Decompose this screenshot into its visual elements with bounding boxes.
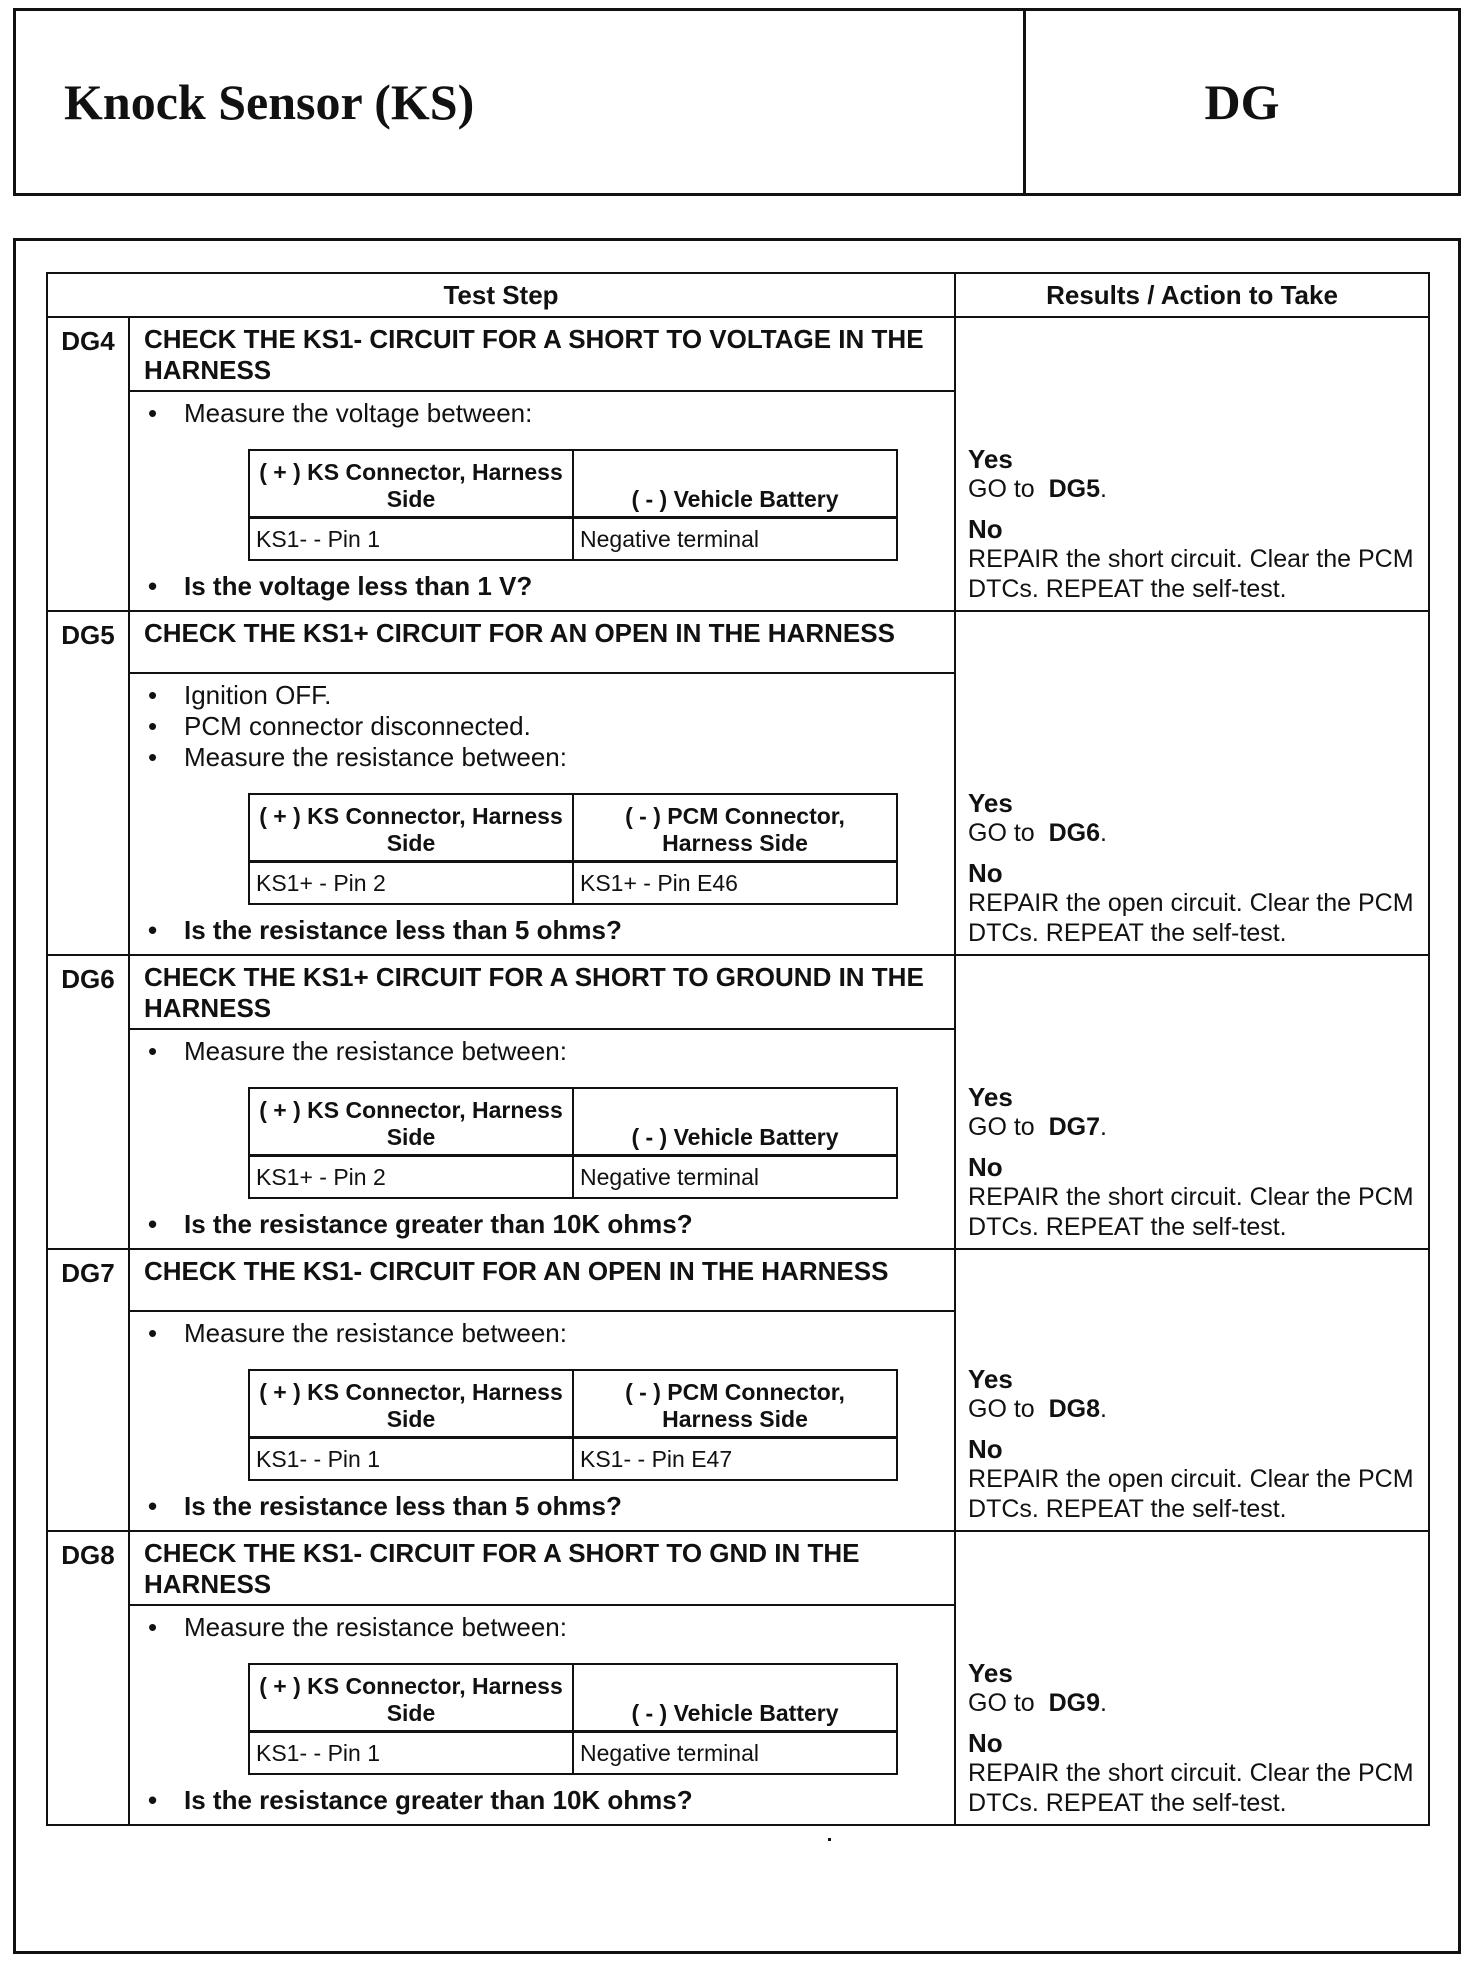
step-code: DG5: [47, 611, 129, 955]
instruction-bullet: • Measure the resistance between:: [144, 1036, 942, 1067]
yes-label: Yes: [968, 1082, 1013, 1112]
step-body: [129, 1029, 955, 1249]
step-body: [129, 673, 955, 955]
yes-label: Yes: [968, 788, 1013, 818]
step-row: [47, 1531, 1429, 1605]
connector-header-negative: ( - ) PCM Connector, Harness Side: [573, 1370, 897, 1438]
connector-value-negative: Negative terminal: [573, 1156, 897, 1199]
step-title: CHECK THE KS1- CIRCUIT FOR A SHORT TO VOLTAGE IN THE HARNESS: [129, 317, 955, 391]
no-action: REPAIR the open circuit. Clear the PCM DTCs. REPEAT the self-test.: [968, 1465, 1414, 1523]
step-code: DG7: [47, 1249, 129, 1531]
connector-value-negative: KS1+ - Pin E46: [573, 862, 897, 905]
connector-value-positive: KS1- - Pin 1: [249, 1732, 573, 1775]
yes-text: GO to: [968, 1689, 1035, 1717]
step-code: DG8: [47, 1531, 129, 1825]
yes-target: DG9: [1048, 1689, 1101, 1717]
diagnostic-table: [46, 272, 1430, 1826]
no-label: No: [968, 1434, 1003, 1464]
column-header-test-step: Test Step: [47, 273, 955, 317]
yes-text: GO to: [968, 475, 1035, 503]
step-result: [955, 317, 1429, 611]
yes-target: DG8: [1048, 1395, 1101, 1423]
connector-header-positive: ( + ) KS Connector, Harness Side: [249, 1664, 573, 1732]
instruction-bullet: • Measure the resistance between:: [144, 1612, 942, 1643]
no-action: REPAIR the short circuit. Clear the PCM DTCs. REPEAT the self-test.: [968, 545, 1414, 603]
step-row: [47, 611, 1429, 673]
step-code: DG6: [47, 955, 129, 1249]
connector-header-negative: ( - ) PCM Connector, Harness Side: [573, 794, 897, 862]
yes-target: DG5: [1048, 475, 1101, 503]
yes-action: GO to DG5.: [968, 475, 1107, 503]
connector-value-negative: Negative terminal: [573, 1732, 897, 1775]
no-label: No: [968, 514, 1003, 544]
step-title: CHECK THE KS1- CIRCUIT FOR AN OPEN IN THE HARNESS: [129, 1249, 955, 1311]
instruction-bullet: • Measure the resistance between:: [144, 1318, 942, 1349]
connector-header-positive: ( + ) KS Connector, Harness Side: [249, 1370, 573, 1438]
connector-table: [248, 1369, 898, 1481]
page-title: Knock Sensor (KS): [16, 11, 1026, 193]
instruction-bullet: • Measure the voltage between:: [144, 398, 942, 429]
connector-table: [248, 1663, 898, 1775]
step-body: [129, 391, 955, 611]
connector-value-positive: KS1- - Pin 1: [249, 1438, 573, 1481]
yes-text: GO to: [968, 1395, 1035, 1423]
connector-value-positive: KS1+ - Pin 2: [249, 1156, 573, 1199]
step-result: [955, 1531, 1429, 1825]
yes-label: Yes: [968, 444, 1013, 474]
step-result: [955, 955, 1429, 1249]
step-row: [47, 317, 1429, 391]
no-action: REPAIR the short circuit. Clear the PCM DTCs. REPEAT the self-test.: [968, 1183, 1414, 1241]
page-header: [13, 8, 1461, 196]
step-title: CHECK THE KS1+ CIRCUIT FOR A SHORT TO GROUND IN THE HARNESS: [129, 955, 955, 1029]
no-action: REPAIR the short circuit. Clear the PCM DTCs. REPEAT the self-test.: [968, 1759, 1414, 1817]
column-header-results: Results / Action to Take: [955, 273, 1429, 317]
yes-action: GO to DG7.: [968, 1113, 1107, 1141]
step-question: • Is the resistance greater than 10K ohms?: [144, 1785, 942, 1816]
step-question: • Is the resistance less than 5 ohms?: [144, 915, 942, 946]
no-label: No: [968, 1728, 1003, 1758]
no-label: No: [968, 1152, 1003, 1182]
section-code: DG: [1204, 74, 1280, 130]
yes-target: DG6: [1048, 819, 1101, 847]
connector-value-negative: Negative terminal: [573, 518, 897, 561]
connector-header-positive: ( + ) KS Connector, Harness Side: [249, 450, 573, 518]
step-result: [955, 1249, 1429, 1531]
yes-action: GO to DG6.: [968, 819, 1107, 847]
step-code: DG4: [47, 317, 129, 611]
step-question: • Is the resistance less than 5 ohms?: [144, 1491, 942, 1522]
step-row: [47, 955, 1429, 1029]
step-question: • Is the resistance greater than 10K ohms?: [144, 1209, 942, 1240]
connector-header-positive: ( + ) KS Connector, Harness Side: [249, 794, 573, 862]
connector-header-negative: ( - ) Vehicle Battery: [573, 1088, 897, 1156]
step-body: [129, 1311, 955, 1531]
no-label: No: [968, 858, 1003, 888]
step-result: [955, 611, 1429, 955]
connector-value-positive: KS1- - Pin 1: [249, 518, 573, 561]
connector-table: [248, 793, 898, 905]
connector-value-negative: KS1- - Pin E47: [573, 1438, 897, 1481]
step-question: • Is the voltage less than 1 V?: [144, 571, 942, 602]
connector-value-positive: KS1+ - Pin 2: [249, 862, 573, 905]
scan-dot: [828, 1838, 831, 1841]
instruction-bullet: • Ignition OFF.: [144, 680, 942, 711]
yes-label: Yes: [968, 1364, 1013, 1394]
instruction-bullet: • PCM connector disconnected.: [144, 711, 942, 742]
yes-text: GO to: [968, 819, 1035, 847]
connector-header-negative: ( - ) Vehicle Battery: [573, 1664, 897, 1732]
yes-action: GO to DG9.: [968, 1689, 1107, 1717]
no-action: REPAIR the open circuit. Clear the PCM DTCs. REPEAT the self-test.: [968, 889, 1414, 947]
yes-action: GO to DG8.: [968, 1395, 1107, 1423]
step-body: [129, 1605, 955, 1825]
connector-header-positive: ( + ) KS Connector, Harness Side: [249, 1088, 573, 1156]
step-row: [47, 1249, 1429, 1311]
yes-label: Yes: [968, 1658, 1013, 1688]
connector-table: [248, 449, 898, 561]
yes-target: DG7: [1048, 1113, 1101, 1141]
instruction-bullet: • Measure the resistance between:: [144, 742, 942, 773]
step-title: CHECK THE KS1- CIRCUIT FOR A SHORT TO GND IN THE HARNESS: [129, 1531, 955, 1605]
yes-text: GO to: [968, 1113, 1035, 1141]
connector-table: [248, 1087, 898, 1199]
step-title: CHECK THE KS1+ CIRCUIT FOR AN OPEN IN THE HARNESS: [129, 611, 955, 673]
connector-header-negative: ( - ) Vehicle Battery: [573, 450, 897, 518]
